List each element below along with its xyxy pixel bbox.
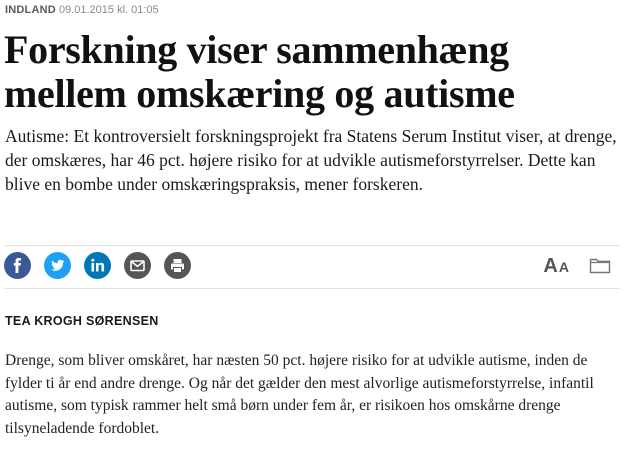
article-meta [5, 4, 159, 16]
article-tools [543, 255, 611, 279]
font-size-small-label: A [558, 259, 569, 275]
share-bar [4, 252, 191, 280]
email-icon [124, 252, 151, 279]
print-icon [164, 252, 191, 279]
timestamp: 09.01.2015 kl. 01:05 [58, 4, 159, 16]
facebook-icon [4, 252, 31, 279]
article-body: Drenge, som bliver omskåret, har næsten 50 pct. højere risiko for at udvikle autisme, inden de fylder ti år end andre drenge. Og når det gælder den mest alvorlige autismeforstyrrelse, infantil autisme, som typisk rammer helt små børn under fem år, er risikoen hos omskårne drenge tilsyneladende fordoblet. [5, 352, 594, 437]
linkedin-icon [84, 252, 111, 279]
font-size-toggle[interactable] [543, 255, 569, 279]
save-folder-button[interactable] [589, 256, 611, 279]
folder-icon [589, 256, 611, 274]
linkedin-share-button[interactable] [84, 252, 111, 279]
font-size-large-label: A [543, 255, 558, 277]
facebook-share-button[interactable] [4, 252, 31, 279]
article-lead: Autisme: Et kontroversielt forskningsprojekt fra Statens Serum Institut viser, at drenge, der omskæres, har 46 pct. højere risiko for at udvikle autismeforstyrrelser. Dette kan blive en bombe under omskæringspraksis, mener forskeren. [5, 126, 617, 194]
byline[interactable]: TEA KROGH SØRENSEN [5, 314, 159, 328]
divider-top [5, 245, 620, 246]
twitter-icon [44, 252, 71, 279]
twitter-share-button[interactable] [44, 252, 71, 279]
print-button[interactable] [164, 252, 191, 279]
divider-bottom [5, 288, 620, 289]
article-headline: Forskning viser sammenhæng mellem omskæring og autisme [4, 27, 515, 116]
section-label[interactable]: INDLAND [5, 4, 56, 16]
email-share-button[interactable] [124, 252, 151, 279]
